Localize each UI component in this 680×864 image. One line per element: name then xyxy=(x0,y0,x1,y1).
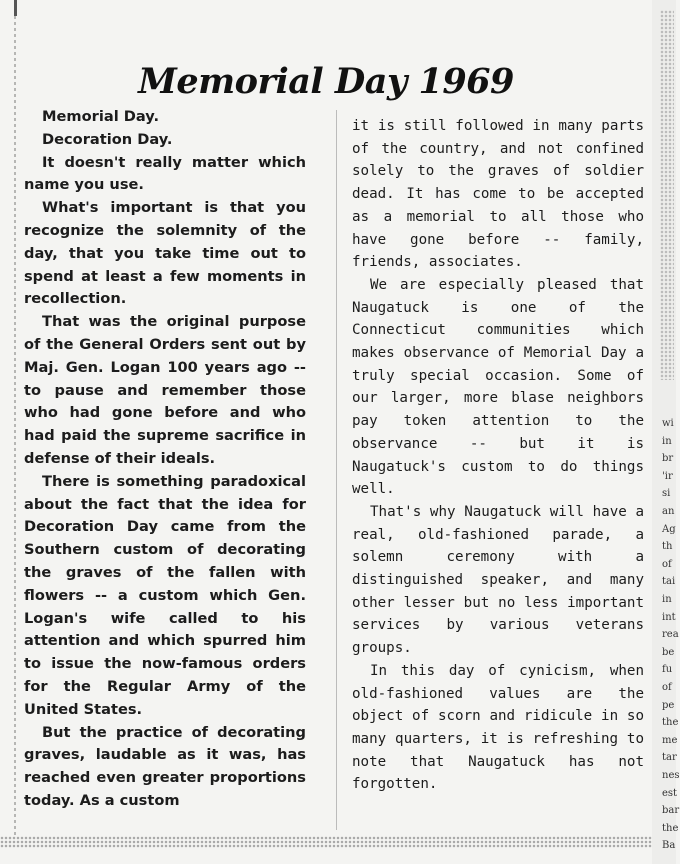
column-rule-top xyxy=(14,0,17,16)
paragraph: But the practice of decorating graves, laudable as it was, has reached even greater proportions today. As a custom xyxy=(24,723,306,809)
fragment-text: wi xyxy=(662,418,674,429)
fragment-text: br xyxy=(662,453,674,465)
column-divider xyxy=(336,110,337,830)
fragment-text: of xyxy=(662,682,672,693)
paragraph: In this day of cynicism, when old-fashioned values are the object of scorn and ridicule in so many quarters, it is refreshing to note that Naugatuck has not forgotten. xyxy=(352,662,644,793)
fragment-text: pe xyxy=(662,699,675,711)
right-column xyxy=(352,115,644,796)
paragraph: it is still followed in many parts of the country, and not confined solely to the graves of soldier dead. It has come to be accepted as a memorial to all those who have gone before -- family, friends, associates. xyxy=(352,118,644,271)
fragment-text: me xyxy=(662,734,678,746)
fragment-text: Ba xyxy=(662,840,676,852)
fragment-text: 'ir xyxy=(662,470,673,482)
fragment-text: the xyxy=(662,822,679,834)
fragment-text: in xyxy=(662,594,672,605)
halftone-rule-bottom xyxy=(0,836,652,848)
fragment-text: Ag xyxy=(662,523,676,535)
fragment-text: tai xyxy=(662,576,676,588)
paragraph: What's important is that you recognize the solemnity of the day, that you take time out to spend at least a few moments in recollection. xyxy=(24,199,306,308)
fragment-text: th xyxy=(662,541,673,553)
fragment-text: int xyxy=(662,611,676,623)
paragraph: There is something paradoxical about the fact that the idea for Decoration Day came from the Southern custom of decorating the graves of the fallen with flowers -- a custom which Gen. Logan's wife called to his attention and which spurred him to issue the now-famous orders for the Regular Army of the United States. xyxy=(24,472,306,718)
fragment-text: the xyxy=(662,717,679,729)
paragraph: We are especially pleased that Naugatuck is one of the Connecticut communities which makes observance of Memorial Day a truly special occasion. Some of our larger, more blase neighbors pay token attention to the observance -- but it is Naugatuck's custom to do things well. xyxy=(352,276,644,498)
fragment-text: in xyxy=(662,435,672,447)
fragment-text: fu xyxy=(662,664,673,676)
headline: Memorial Day 1969 xyxy=(138,61,514,103)
fragment-text: nes xyxy=(662,770,680,781)
fragment-text: bar xyxy=(662,805,680,817)
column-rule-left xyxy=(14,16,16,836)
paragraph: That's why Naugatuck will have a real, old-fashioned parade, a solemn ceremony with a distinguished speaker, and many other lesser but no less important services by various veterans groups. xyxy=(352,503,644,657)
paragraph: That was the original purpose of the General Orders sent out by Maj. Gen. Logan 100 years ago -- to pause and remember those who had gone before and who had paid the supreme sacrifice in defense of their ideals. xyxy=(24,313,306,467)
paragraph: Memorial Day. xyxy=(42,108,160,125)
fragment-text: of xyxy=(662,558,672,570)
halftone-border xyxy=(660,10,674,380)
fragment-text: tar xyxy=(662,752,677,764)
fragment-text: est xyxy=(662,787,678,799)
fragment-text: rea xyxy=(662,629,679,641)
paragraph: Decoration Day. xyxy=(42,130,173,148)
left-column xyxy=(24,106,306,813)
fragment-text: be xyxy=(662,646,675,658)
fragment-text: an xyxy=(662,506,675,517)
fragment-text: si xyxy=(662,488,671,500)
paragraph: It doesn't really matter which name you use. xyxy=(24,153,306,194)
